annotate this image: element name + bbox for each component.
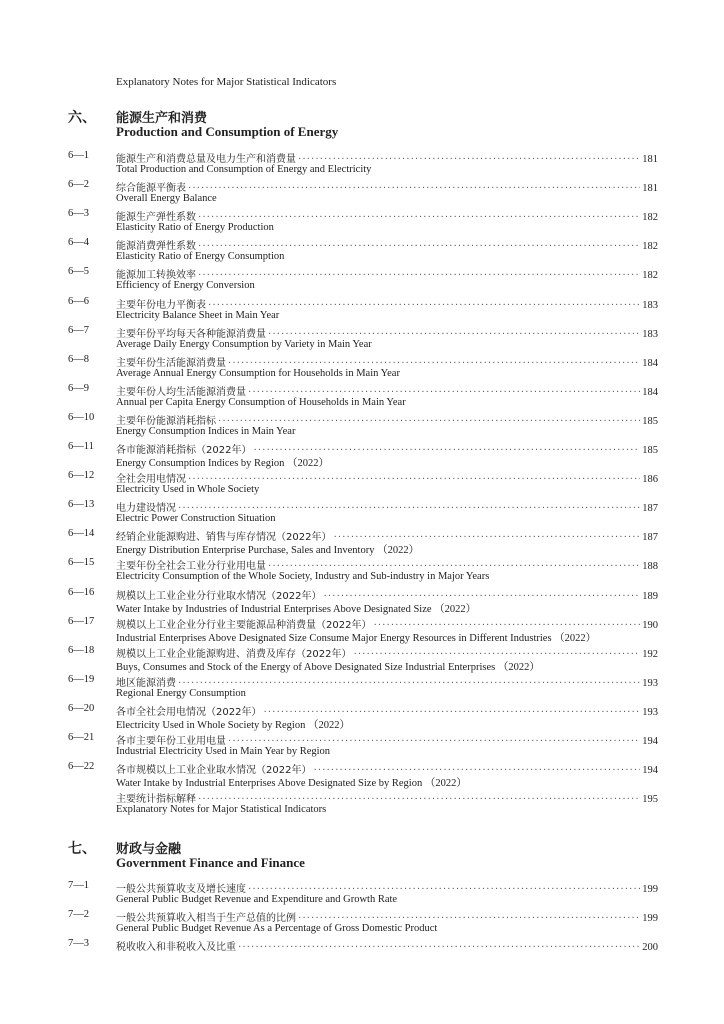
entry-line [116, 880, 658, 895]
entry-title-en: Energy Consumption Indices in Main Year [116, 425, 296, 437]
page-number: 182 [642, 241, 658, 253]
entry-number: 6—10 [68, 411, 95, 423]
entry-title-cn: 主要年份人均生活能源消费量 [116, 386, 246, 398]
entry-number: 6—14 [68, 528, 95, 540]
page-number: 193 [642, 706, 658, 718]
section-title-en: Production and Consumption of Energy [116, 124, 339, 139]
entry-title-cn: 各市能源消耗指标（2022年） [116, 445, 252, 456]
entry-number: 6—9 [68, 382, 89, 394]
entry-line [116, 790, 658, 805]
page-number: 181 [642, 183, 658, 195]
entry-line [116, 761, 658, 776]
top-explanatory-note: Explanatory Notes for Major Statistical Indicators [116, 76, 337, 88]
toc-entry[interactable] [0, 208, 724, 237]
entry-title-en: Elasticity Ratio of Energy Consumption [116, 251, 285, 263]
entry-number: 6—15 [68, 557, 95, 569]
entry-title-en: Buys, Consumes and Stock of the Energy of Above Designated Size Industrial Enterprises （2022） [116, 661, 540, 673]
entry-number: 6—21 [68, 732, 95, 743]
entry-line [116, 528, 658, 543]
page-number: 190 [642, 619, 658, 631]
entry-title-cn: 能源加工转换效率 [116, 270, 196, 282]
entry-line [116, 296, 658, 311]
entry-title-en: Electricity Used in Whole Society [116, 484, 260, 496]
section-title-en: Government Finance and Finance [116, 855, 305, 870]
entry-number: 6—16 [68, 586, 95, 598]
page-number: 184 [642, 357, 658, 369]
entry-line [116, 557, 658, 572]
entry-title-cn: 主要统计指标解释 [116, 794, 196, 806]
entry-title-en: Explanatory Notes for Major Statistical Indicators [116, 804, 327, 816]
entry-line [116, 441, 658, 456]
entry-title-en: General Public Budget Revenue As a Percentage of Gross Domestic Product [116, 923, 438, 934]
toc-entry[interactable] [0, 557, 724, 586]
toc-entry[interactable] [0, 645, 724, 674]
entry-title-cn: 能源生产弹性系数 [116, 212, 196, 224]
toc-entry[interactable] [0, 703, 724, 732]
section-title-cn: 能源生产和消费 [116, 111, 208, 126]
entry-line [116, 674, 658, 689]
page-number: 181 [642, 154, 658, 165]
entry-title-cn: 电力建设情况 [116, 503, 176, 515]
toc-entry[interactable] [0, 179, 724, 208]
entry-title-cn: 能源生产和消费总量及电力生产和消费量 [116, 154, 296, 165]
entry-title-cn: 各市全社会用电情况（2022年） [116, 706, 262, 718]
toc-entry[interactable] [0, 441, 724, 470]
toc-entry[interactable] [0, 354, 724, 383]
toc-entry[interactable] [0, 674, 724, 703]
toc-entry[interactable] [0, 325, 724, 354]
entry-title-cn: 主要年份能源消耗指标 [116, 415, 216, 427]
toc-entry[interactable] [0, 587, 724, 616]
entry-title-en: Water Intake by Industrial Enterprises Above Designated Size by Region （2022） [116, 778, 467, 790]
toc-entry[interactable] [0, 880, 724, 909]
entry-title-en: Overall Energy Balance [116, 193, 217, 205]
page-number: 186 [642, 474, 658, 486]
page-number: 184 [642, 386, 658, 398]
page-number: 185 [642, 415, 658, 427]
toc-entry[interactable] [0, 470, 724, 499]
entry-line [116, 909, 658, 924]
entry-line [116, 732, 658, 747]
page-number: 188 [642, 561, 658, 573]
entry-line [116, 587, 658, 602]
page-number: 183 [642, 299, 658, 311]
page-number: 199 [642, 913, 658, 924]
entry-number: 6—4 [68, 237, 89, 249]
page-number: 182 [642, 270, 658, 282]
entry-line [116, 470, 658, 485]
entry-number: 6—18 [68, 644, 95, 656]
entry-title-en: Water Intake by Industries of Industrial Enterprises Above Designated Size （2022） [116, 603, 477, 615]
entry-title-cn: 地区能源消费 [116, 677, 176, 689]
page-number: 187 [642, 532, 658, 544]
entry-number: 6—20 [68, 702, 95, 714]
entry-title-cn: 一般公共预算收入相当于生产总值的比例 [116, 913, 296, 924]
entry-number: 6—19 [68, 673, 95, 685]
entry-title-cn: 规模以上工业企业分行业取水情况（2022年） [116, 590, 322, 602]
toc-entry[interactable] [0, 499, 724, 528]
toc-entry[interactable] [0, 616, 724, 645]
page-number: 183 [642, 328, 658, 340]
section-number: 七、 [68, 841, 96, 857]
entry-number: 6—13 [68, 499, 95, 511]
entry-title-cn: 能源消费弹性系数 [116, 241, 196, 253]
entry-title-en: Energy Distribution Enterprise Purchase, Sales and Inventory （2022） [116, 545, 420, 557]
entry-title-cn: 主要年份生活能源消费量 [116, 357, 226, 369]
entry-number: 6—3 [68, 208, 89, 220]
entry-line [116, 499, 658, 514]
entry-title-cn: 一般公共预算收支及增长速度 [116, 884, 246, 895]
entry-title-cn: 主要年份全社会工业分行业用电量 [116, 561, 266, 573]
page-number: 194 [642, 765, 658, 777]
entry-line [116, 150, 658, 165]
toc-entry[interactable] [0, 412, 724, 441]
entry-title-en: Energy Consumption Indices by Region （2022） [116, 458, 329, 469]
entry-line [116, 412, 658, 427]
toc-entry[interactable] [0, 938, 724, 967]
entry-line [116, 179, 658, 194]
page-number: 192 [642, 648, 658, 660]
entry-number: 7—2 [68, 909, 89, 920]
entry-number: 6—11 [68, 441, 94, 452]
entry-title-en: Electric Power Construction Situation [116, 513, 276, 525]
toc-entry[interactable] [0, 296, 724, 325]
entry-line [116, 325, 658, 340]
entry-line [116, 616, 658, 631]
entry-title-en: Electricity Used in Whole Society by Region （2022） [116, 719, 350, 731]
entry-line [116, 383, 658, 398]
toc-entry[interactable] [0, 528, 724, 557]
page-number: 187 [642, 503, 658, 515]
entry-number: 6—1 [68, 150, 89, 161]
entry-title-en: Elasticity Ratio of Energy Production [116, 222, 274, 234]
entry-line [116, 354, 658, 369]
entry-title-cn: 综合能源平衡表 [116, 183, 186, 195]
entry-title-en: Annual per Capita Energy Consumption of Households in Main Year [116, 396, 406, 408]
toc-entry[interactable] [0, 383, 724, 412]
entry-number: 6—8 [68, 353, 89, 365]
page-number: 194 [642, 736, 658, 747]
toc-entry[interactable] [0, 909, 724, 938]
entry-title-en: Regional Energy Consumption [116, 687, 246, 699]
page-number: 195 [642, 794, 658, 806]
entry-title-cn: 税收收入和非税收入及比重 [116, 942, 236, 953]
entry-line [116, 266, 658, 281]
page-number: 185 [642, 445, 658, 456]
entry-number: 7—3 [68, 938, 89, 949]
entry-title-en: Efficiency of Energy Conversion [116, 280, 255, 292]
entry-number: 6—22 [68, 761, 95, 773]
toc-entry[interactable] [0, 237, 724, 266]
section-title-cn: 财政与金融 [116, 842, 182, 857]
entry-line [116, 208, 658, 223]
section-number: 六、 [68, 110, 96, 126]
entry-title-en: General Public Budget Revenue and Expenditure and Growth Rate [116, 894, 398, 905]
entry-title-cn: 规模以上工业企业分行业主要能源品种消费量（2022年） [116, 619, 372, 631]
dot-leader [178, 678, 640, 689]
toc-entry[interactable] [0, 150, 724, 179]
dot-leader [188, 183, 640, 194]
page-number: 199 [642, 884, 658, 895]
entry-title-cn: 各市规模以上工业企业取水情况（2022年） [116, 765, 312, 777]
dot-leader [238, 942, 640, 953]
page-number: 182 [642, 212, 658, 224]
entry-number: 6—7 [68, 324, 89, 336]
entry-title-en: Total Production and Consumption of Energy and Electricity [116, 164, 372, 175]
toc-entry[interactable] [0, 266, 724, 295]
entry-line [116, 237, 658, 252]
toc-entry[interactable] [0, 790, 724, 819]
entry-title-en: Average Annual Energy Consumption for Households in Main Year [116, 367, 400, 379]
toc-entry[interactable] [0, 732, 724, 761]
entry-title-cn: 主要年份平均每天各种能源消费量 [116, 328, 266, 340]
entry-number: 7—1 [68, 880, 89, 891]
page-number: 200 [642, 942, 658, 953]
entry-line [116, 703, 658, 718]
entry-title-cn: 主要年份电力平衡表 [116, 299, 206, 311]
entry-title-cn: 经销企业能源购进、销售与库存情况（2022年） [116, 532, 332, 544]
entry-number: 6—2 [68, 179, 89, 191]
toc-entry[interactable] [0, 761, 724, 790]
entry-number: 6—5 [68, 266, 89, 278]
entry-title-en: Average Daily Energy Consumption by Variety in Main Year [116, 338, 372, 350]
entry-number: 6—17 [68, 615, 95, 627]
entry-number: 6—12 [68, 470, 95, 482]
entry-number: 6—6 [68, 295, 89, 307]
page-number: 189 [642, 590, 658, 602]
entry-title-en: Electricity Consumption of the Whole Society, Industry and Sub-industry in Major Years [116, 571, 490, 583]
dot-leader [198, 270, 640, 281]
entry-title-cn: 全社会用电情况 [116, 474, 186, 486]
page-number: 193 [642, 677, 658, 689]
entry-title-cn: 规模以上工业企业能源购进、消费及库存（2022年） [116, 648, 352, 660]
entry-title-cn: 各市主要年份工业用电量 [116, 736, 226, 747]
entry-title-en: Electricity Balance Sheet in Main Year [116, 309, 280, 321]
entry-title-en: Industrial Enterprises Above Designated Size Consume Major Energy Resources in Different Industries （2022） [116, 632, 597, 644]
entry-line [116, 938, 658, 953]
entry-line [116, 645, 658, 660]
entry-title-en: Industrial Electricity Used in Main Year by Region [116, 746, 331, 757]
